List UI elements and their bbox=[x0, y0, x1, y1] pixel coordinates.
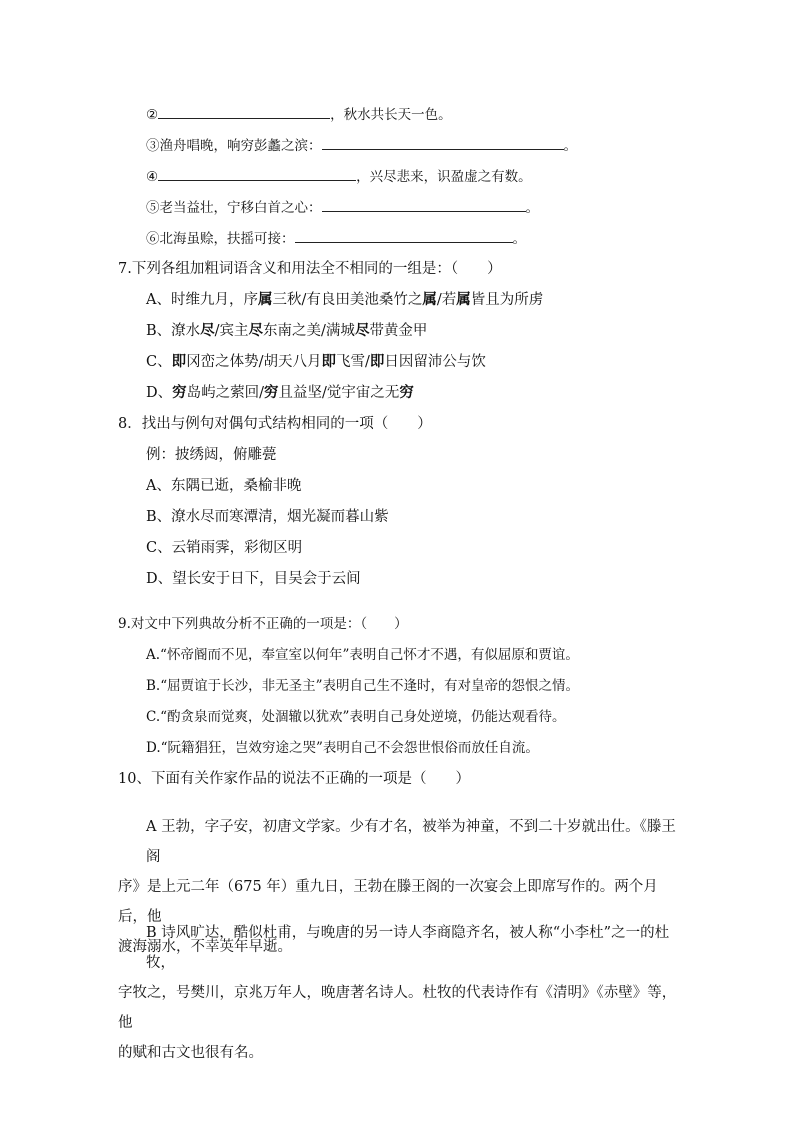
question-7-option-c bbox=[146, 352, 486, 372]
paragraph-line: 的赋和古文也很有名。 bbox=[118, 1045, 263, 1061]
question-8-example: 例：披绣闼，俯雕甍 bbox=[146, 447, 277, 463]
question-8-option-b: B、潦水尽而寒潭清，烟光凝而暮山紫 bbox=[146, 509, 389, 525]
paragraph-line: 字牧之，号樊川，京兆万年人，晚唐著名诗人。杜牧的代表诗作有《清明》《赤壁》等，他 bbox=[118, 985, 677, 1031]
question-7-option-a bbox=[146, 290, 543, 310]
option-text: 带黄金甲 bbox=[369, 323, 428, 339]
option-text: A、时维九月，序 bbox=[146, 292, 258, 308]
blank-line[interactable] bbox=[158, 166, 356, 181]
question-10-stem: 10、下面有关作家作品的说法不正确的一项是（ ） bbox=[118, 771, 470, 787]
item-suffix: ，兴尽悲来，识盈虚之有数。 bbox=[356, 169, 532, 185]
option-text: 三秋/有良田美池桑竹之 bbox=[272, 292, 423, 308]
bold-word: 穷 bbox=[264, 384, 279, 401]
item-prefix: ④ bbox=[146, 169, 159, 185]
paragraph-line: 渡海溺水，不幸英年早逝。 bbox=[118, 939, 292, 955]
item-suffix: 。 bbox=[563, 138, 577, 154]
option-text: B、潦水 bbox=[146, 323, 201, 339]
bold-word: 即 bbox=[321, 353, 336, 370]
question-9-option-b: B.“屈贾谊于长沙，非无圣主”表明自己生不逢时，有对皇帝的怨恨之情。 bbox=[146, 678, 580, 694]
bold-word: 属 bbox=[422, 291, 437, 308]
question-8-option-a: A、东隅已逝，桑榆非晚 bbox=[146, 478, 302, 494]
paragraph-line: A 王勃，字子安，初唐文学家。少有才名，被举为神童，不到二十岁就出仕。《滕王阁 bbox=[146, 819, 676, 865]
fill-blank-item-3 bbox=[146, 135, 577, 156]
blank-line[interactable] bbox=[295, 228, 513, 243]
option-text: 日因留沛公与饮 bbox=[384, 354, 486, 370]
question-9-option-c: C.“酌贪泉而觉爽，处涸辙以犹欢”表明自己身处逆境，仍能达观看待。 bbox=[146, 709, 566, 725]
option-text: 飞雪/ bbox=[336, 354, 370, 370]
question-10-option-b bbox=[118, 918, 678, 1068]
question-9-stem: 9.对文中下列典故分析不正确的一项是：（ ） bbox=[118, 616, 408, 632]
question-8-stem: 8．找出与例句对偶句式结构相同的一项（ ） bbox=[118, 416, 432, 432]
paragraph-line: 序》是上元二年（675 年）重九日，王勃在滕王阁的一次宴会上即席写作的。两个月后，他 bbox=[118, 879, 658, 925]
blank-line[interactable] bbox=[322, 197, 526, 212]
option-text: /宾主 bbox=[214, 323, 249, 339]
question-7-option-b bbox=[146, 321, 427, 341]
bold-word: 尽 bbox=[200, 322, 215, 339]
option-text: /若 bbox=[436, 292, 457, 308]
bold-word: 即 bbox=[369, 353, 385, 370]
fill-blank-item-2 bbox=[146, 104, 452, 125]
option-text: 岛屿之萦回/ bbox=[186, 385, 265, 401]
item-prefix: ② bbox=[146, 107, 159, 123]
item-prefix: ③渔舟唱晚，响穷彭蠡之滨： bbox=[146, 138, 322, 154]
option-text: 东南之美/满城 bbox=[263, 323, 355, 339]
fill-blank-item-4 bbox=[146, 166, 532, 187]
bold-word: 属 bbox=[456, 291, 471, 308]
option-text: 冈峦之体势/胡天八月 bbox=[186, 354, 322, 370]
bold-word: 穷 bbox=[172, 384, 187, 401]
fill-blank-item-6 bbox=[146, 228, 526, 249]
blank-line[interactable] bbox=[158, 104, 330, 119]
item-prefix: ⑥北海虽赊，扶摇可接： bbox=[146, 231, 295, 247]
bold-word: 尽 bbox=[354, 322, 370, 339]
bold-word: 尽 bbox=[248, 322, 264, 339]
option-text: 皆且为所虏 bbox=[470, 292, 544, 308]
bold-word: 属 bbox=[257, 291, 273, 308]
bold-word: 穷 bbox=[399, 384, 414, 401]
item-prefix: ⑤老当益壮，宁移白首之心： bbox=[146, 200, 322, 216]
item-suffix: 。 bbox=[512, 231, 526, 247]
fill-blank-item-5 bbox=[146, 197, 539, 218]
question-8-option-c: C、云销雨霁，彩彻区明 bbox=[146, 540, 303, 556]
question-9-option-d: D.“阮籍猖狂，岂效穷途之哭”表明自己不会怨世恨俗而放任自流。 bbox=[146, 740, 539, 756]
paragraph-line: B 诗风旷达，酷似杜甫，与晚唐的另一诗人李商隐齐名，被人称“小李杜”之一的杜牧， bbox=[146, 925, 670, 971]
option-text: D、 bbox=[146, 385, 173, 401]
option-text: 且益坚/觉宇宙之无 bbox=[278, 385, 400, 401]
item-suffix: ，秋水共长天一色。 bbox=[330, 107, 452, 123]
option-text: C、 bbox=[146, 354, 172, 370]
question-9-option-a: A.“怀帝阍而不见，奉宣室以何年”表明自己怀才不遇，有似屈原和贾谊。 bbox=[146, 647, 579, 663]
question-7-option-d bbox=[146, 383, 414, 403]
item-suffix: 。 bbox=[525, 200, 539, 216]
question-7-stem: 7.下列各组加粗词语含义和用法全不相同的一组是：（ ） bbox=[118, 261, 502, 277]
bold-word: 即 bbox=[171, 353, 187, 370]
question-8-option-d: D、望长安于日下，目吴会于云间 bbox=[146, 571, 361, 587]
blank-line[interactable] bbox=[322, 135, 564, 150]
